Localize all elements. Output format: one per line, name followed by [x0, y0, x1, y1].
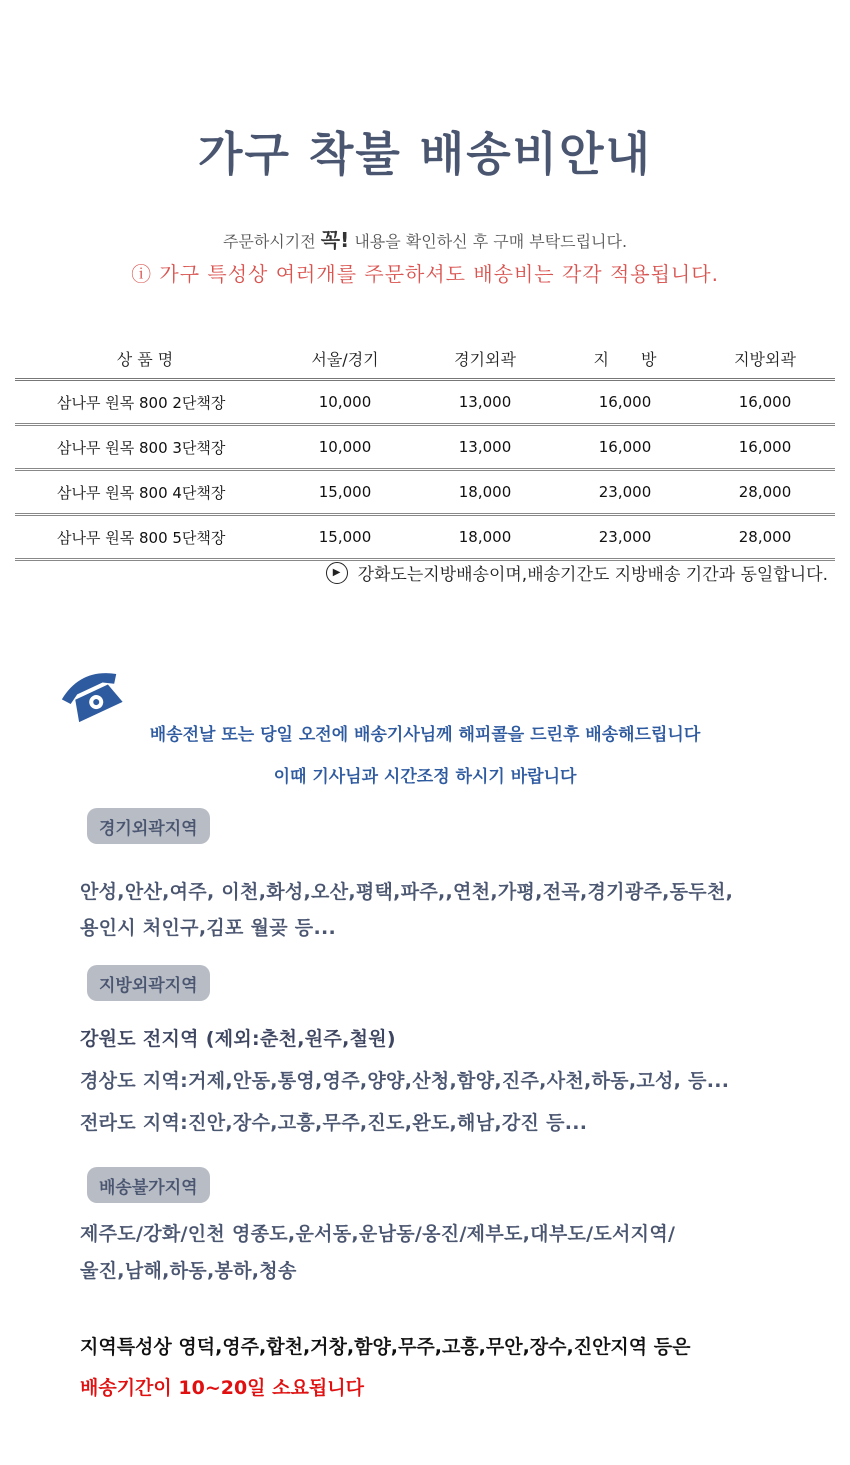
- price-cell: 10,000: [275, 380, 415, 425]
- price-cell: 16,000: [555, 425, 695, 470]
- price-cell: 28,000: [695, 470, 835, 515]
- price-cell: 13,000: [415, 380, 555, 425]
- price-cell: 13,000: [415, 425, 555, 470]
- header-provincial-outer: 지방외곽: [695, 338, 835, 380]
- price-cell: 16,000: [695, 380, 835, 425]
- provincial-outer-gangwon: 강원도 전지역 (제외:춘천,원주,철원): [80, 1028, 396, 1050]
- header-provincial: 지 방: [555, 338, 695, 380]
- delay-notice-line1: 지역특성상 영덕,영주,합천,거창,함양,무주,고흥,무안,장수,진안지역 등은: [80, 1336, 691, 1358]
- ganghwa-note: [326, 560, 828, 585]
- price-cell: 23,000: [555, 515, 695, 560]
- price-cell: 28,000: [695, 515, 835, 560]
- header-product-name: 상 품 명: [15, 338, 275, 380]
- gyeonggi-outer-badge: 경기외곽지역: [87, 808, 210, 844]
- price-cell: 15,000: [275, 515, 415, 560]
- gyeonggi-outer-regions-line2: 용인시 처인구,김포 월곶 등...: [80, 917, 337, 939]
- provincial-outer-badge: 지방외곽지역: [87, 965, 210, 1001]
- product-name-cell: 삼나무 원목 800 5단책장: [15, 515, 275, 560]
- table-row: [15, 380, 835, 425]
- ganghwa-note-text: 강화도는지방배송이며,배송기간도 지방배송 기간과 동일합니다.: [357, 565, 828, 585]
- provincial-outer-gyeongsang: 경상도 지역:거제,안동,통영,영주,양양,산청,함양,진주,사천,하동,고성, 등...: [80, 1070, 730, 1092]
- table-row: [15, 515, 835, 560]
- table-header-row: [15, 338, 835, 380]
- price-cell: 16,000: [695, 425, 835, 470]
- no-delivery-regions-line1: 제주도/강화/인천 영종도,운서동,운남동/옹진/제부도,대부도/도서지역/: [80, 1223, 676, 1245]
- product-name-cell: 삼나무 원목 800 2단책장: [15, 380, 275, 425]
- product-name-cell: 삼나무 원목 800 4단책장: [15, 470, 275, 515]
- price-cell: 15,000: [275, 470, 415, 515]
- price-cell: 23,000: [555, 470, 695, 515]
- play-circle-icon: ▶: [326, 562, 348, 584]
- shipping-warning: ⓘ 가구 특성상 여러개를 주문하셔도 배송비는 각각 적용됩니다.: [131, 262, 719, 286]
- notice-subtitle: [0, 224, 850, 253]
- table-row: [15, 470, 835, 515]
- subtitle-before: 주문하시기전: [222, 232, 316, 251]
- page-title: 가구 착불 배송비안내: [198, 127, 652, 181]
- telephone-icon: [58, 662, 126, 724]
- provincial-outer-jeolla: 전라도 지역:진안,장수,고흥,무주,진도,완도,해남,강진 등...: [80, 1112, 588, 1134]
- happy-call-notice: 배송전날 또는 당일 오전에 배송기사님께 해피콜을 드린후 배송해드립니다: [149, 725, 701, 745]
- subtitle-emphasis: 꼭!: [320, 228, 350, 252]
- header-seoul-gyeonggi: 서울/경기: [275, 338, 415, 380]
- header-gyeonggi-outer: 경기외곽: [415, 338, 555, 380]
- shipping-fee-table: [15, 338, 835, 561]
- table-row: [15, 425, 835, 470]
- product-name-cell: 삼나무 원목 800 3단책장: [15, 425, 275, 470]
- price-cell: 10,000: [275, 425, 415, 470]
- price-cell: 18,000: [415, 515, 555, 560]
- schedule-notice: 이때 기사님과 시간조정 하시기 바랍니다: [273, 767, 577, 787]
- delay-notice-line2: 배송기간이 10~20일 소요됩니다: [80, 1377, 364, 1399]
- no-delivery-regions-line2: 울진,남해,하동,봉하,청송: [80, 1260, 297, 1282]
- price-cell: 16,000: [555, 380, 695, 425]
- gyeonggi-outer-regions-line1: 안성,안산,여주, 이천,화성,오산,평택,파주,,연천,가평,전곡,경기광주,동두천,: [80, 881, 734, 903]
- subtitle-after: 내용을 확인하신 후 구매 부탁드립니다.: [354, 232, 628, 251]
- price-cell: 18,000: [415, 470, 555, 515]
- no-delivery-badge: 배송불가지역: [87, 1167, 210, 1203]
